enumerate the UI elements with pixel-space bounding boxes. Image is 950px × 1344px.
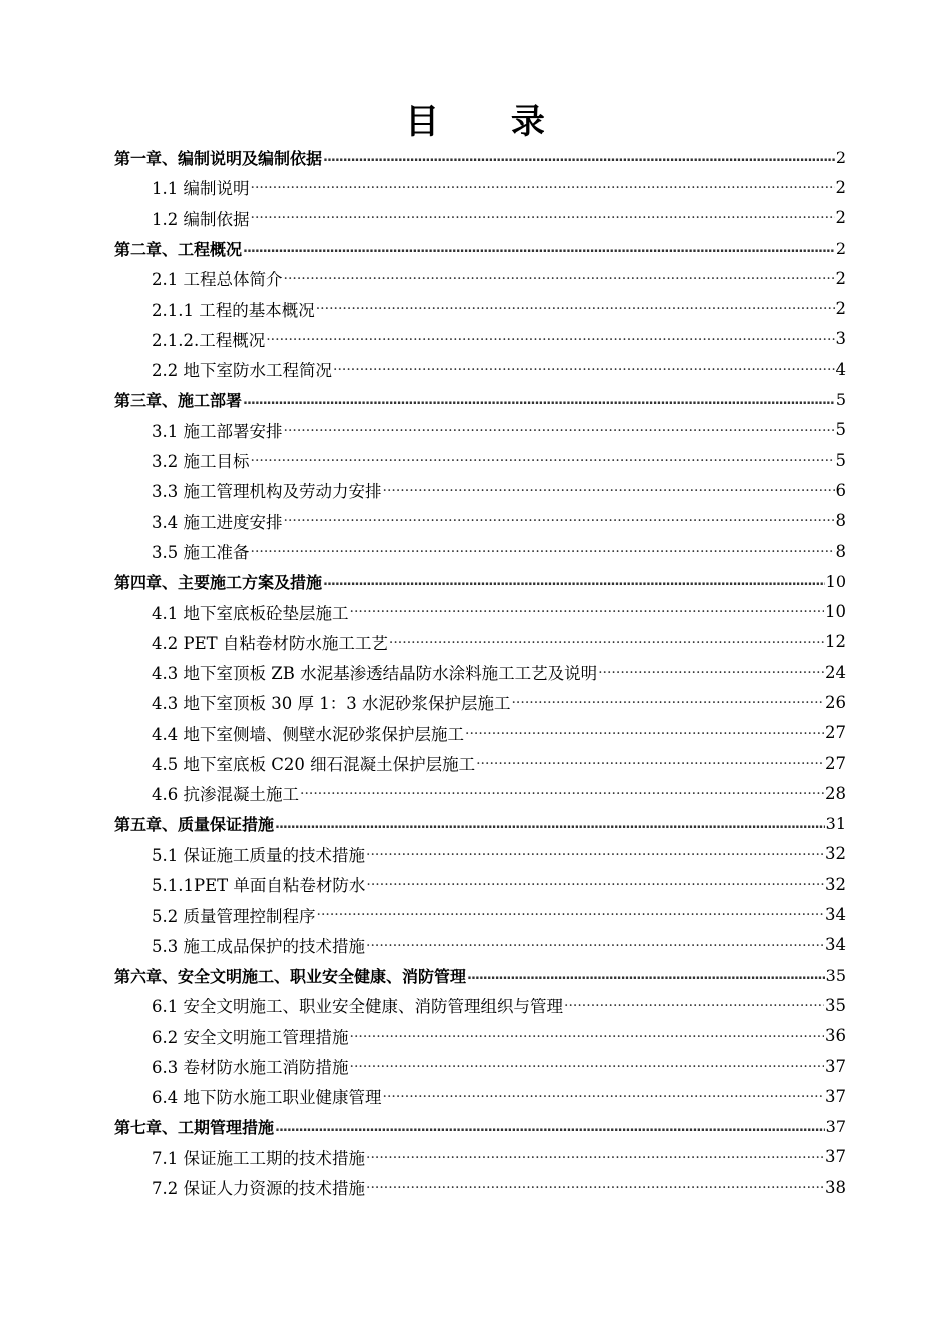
toc-page-number: 37 <box>825 1056 846 1076</box>
toc-dot-leader <box>284 424 835 441</box>
toc-dot-leader <box>323 575 825 591</box>
toc-chapter-entry[interactable] <box>114 384 846 414</box>
toc-entry-label: 3.5 施工准备 <box>152 543 250 562</box>
toc-dot-leader <box>383 1090 825 1107</box>
toc-section-entry[interactable] <box>152 1051 846 1081</box>
toc-section-entry[interactable] <box>152 415 846 445</box>
toc-dot-leader <box>323 151 835 167</box>
toc-entry-label: 第二章、工程概况 <box>114 239 243 259</box>
toc-section-entry[interactable] <box>152 506 846 536</box>
toc-entry-label: 2.1.1 工程的基本概况 <box>152 300 315 320</box>
toc-entry-label: 第六章、安全文明施工、职业安全健康、消防管理 <box>114 966 467 986</box>
toc-dot-leader <box>366 848 824 865</box>
toc-dot-leader <box>564 999 824 1016</box>
toc-dot-leader <box>350 605 825 622</box>
toc-list <box>0 142 950 1202</box>
toc-page-number: 32 <box>825 874 846 894</box>
toc-page-number: 35 <box>825 995 846 1015</box>
toc-section-entry[interactable] <box>152 1081 846 1111</box>
toc-entry-label: 6.3 卷材防水施工消防措施 <box>152 1058 349 1078</box>
toc-page-number: 27 <box>825 723 846 743</box>
toc-page-number: 35 <box>825 965 846 985</box>
toc-dot-leader <box>333 363 835 380</box>
toc-chapter-entry[interactable] <box>114 142 846 172</box>
toc-dot-leader <box>243 242 835 258</box>
toc-section-entry[interactable] <box>152 354 846 384</box>
toc-dot-leader <box>389 636 824 653</box>
toc-page-number: 4 <box>835 359 846 379</box>
toc-entry-label: 2.1 工程总体简介 <box>152 270 283 290</box>
toc-dot-leader <box>467 969 825 985</box>
toc-page-number: 37 <box>825 1147 846 1167</box>
toc-dot-leader <box>366 878 824 895</box>
toc-dot-leader <box>266 333 834 350</box>
toc-page-number: 6 <box>835 480 846 500</box>
toc-entry-label: 3.1 施工部署安排 <box>152 421 283 441</box>
toc-page-number: 5 <box>835 450 846 470</box>
toc-section-entry[interactable] <box>152 324 846 354</box>
toc-dot-leader <box>251 181 835 198</box>
toc-dot-leader <box>243 394 835 410</box>
toc-section-entry[interactable] <box>152 718 846 748</box>
toc-dot-leader <box>383 484 835 501</box>
toc-entry-label: 4.1 地下室底板砼垫层施工 <box>152 603 349 623</box>
toc-page-number: 2 <box>835 299 846 319</box>
toc-title: 目 录 <box>405 102 575 142</box>
toc-dot-leader <box>284 514 835 531</box>
toc-entry-label: 4.4 地下室侧墙、侧壁水泥砂浆保护层施工 <box>152 724 464 744</box>
toc-section-entry[interactable] <box>152 293 846 323</box>
toc-chapter-entry[interactable] <box>114 960 846 990</box>
toc-page-number: 2 <box>835 147 846 167</box>
toc-section-entry[interactable] <box>152 899 846 929</box>
toc-entry-label: 3.3 施工管理机构及劳动力安排 <box>152 482 382 502</box>
toc-section-entry[interactable] <box>152 1172 846 1202</box>
toc-page-number: 10 <box>825 571 846 591</box>
toc-dot-leader <box>350 1030 825 1047</box>
toc-page-number: 8 <box>835 511 846 531</box>
toc-dot-leader <box>598 666 824 683</box>
toc-entry-label: 1.1 编制说明 <box>152 179 250 199</box>
toc-page-number: 26 <box>825 692 846 712</box>
toc-page-number: 28 <box>825 783 846 803</box>
toc-section-entry[interactable] <box>152 930 846 960</box>
toc-page-number: 5 <box>835 420 846 440</box>
toc-entry-label: 第五章、质量保证措施 <box>114 815 275 835</box>
toc-page-number: 36 <box>825 1026 846 1046</box>
toc-entry-label: 4.3 地下室顶板 30 厚 1：3 水泥砂浆保护层施工 <box>152 694 511 714</box>
toc-section-entry[interactable] <box>152 536 846 566</box>
toc-section-entry[interactable] <box>152 475 846 505</box>
toc-section-entry[interactable] <box>152 687 846 717</box>
toc-entry-label: 5.1 保证施工质量的技术措施 <box>152 845 365 865</box>
toc-section-entry[interactable] <box>152 869 846 899</box>
toc-page-number: 34 <box>825 935 846 955</box>
toc-page-number: 37 <box>825 1117 846 1137</box>
toc-entry-label: 5.3 施工成品保护的技术措施 <box>152 936 365 956</box>
toc-entry-label: 4.5 地下室底板 C20 细石混凝土保护层施工 <box>152 755 476 775</box>
toc-section-entry[interactable] <box>152 445 846 475</box>
toc-chapter-entry[interactable] <box>114 233 846 263</box>
toc-entry-label: 4.6 抗渗混凝土施工 <box>152 785 299 805</box>
toc-dot-leader <box>476 757 824 774</box>
toc-dot-leader <box>275 818 825 834</box>
toc-entry-label: 1.2 编制依据 <box>152 209 250 229</box>
toc-entry-label: 3.2 施工目标 <box>152 452 250 472</box>
toc-page-number: 37 <box>825 1086 846 1106</box>
toc-page-number: 32 <box>825 844 846 864</box>
toc-section-entry[interactable] <box>152 839 846 869</box>
toc-dot-leader <box>366 1181 824 1198</box>
toc-page-number: 12 <box>825 632 846 652</box>
toc-dot-leader <box>465 727 824 744</box>
toc-dot-leader <box>511 696 824 713</box>
toc-section-entry[interactable] <box>152 172 846 202</box>
toc-dot-leader <box>317 908 825 925</box>
toc-section-entry[interactable] <box>152 1021 846 1051</box>
toc-chapter-entry[interactable] <box>114 1112 846 1142</box>
toc-entry-label: 7.1 保证施工工期的技术措施 <box>152 1148 365 1168</box>
toc-section-entry[interactable] <box>152 203 846 233</box>
toc-dot-leader <box>251 211 835 228</box>
toc-dot-leader <box>300 787 824 804</box>
toc-page-number: 2 <box>835 238 846 258</box>
toc-entry-label: 3.4 施工进度安排 <box>152 512 283 532</box>
toc-entry-label: 第三章、施工部署 <box>114 391 243 411</box>
toc-dot-leader <box>251 545 835 562</box>
toc-page-number: 8 <box>835 541 846 561</box>
toc-section-entry[interactable] <box>152 657 846 687</box>
toc-section-entry[interactable] <box>152 778 846 808</box>
toc-entry-label: 6.1 安全文明施工、职业安全健康、消防管理组织与管理 <box>152 997 563 1017</box>
toc-dot-leader <box>275 1121 825 1137</box>
toc-entry-label: 4.3 地下室顶板 ZB 水泥基渗透结晶防水涂料施工工艺及说明 <box>152 664 598 684</box>
toc-page-number: 10 <box>825 602 846 622</box>
toc-dot-leader <box>316 302 835 319</box>
toc-dot-leader <box>284 272 835 289</box>
toc-entry-label: 2.1.2.工程概况 <box>152 330 266 350</box>
toc-chapter-entry[interactable] <box>114 566 846 596</box>
toc-page-number: 38 <box>825 1177 846 1197</box>
toc-page-number: 34 <box>825 905 846 925</box>
toc-section-entry[interactable] <box>152 1142 846 1172</box>
toc-entry-label: 第四章、主要施工方案及措施 <box>114 572 323 592</box>
toc-dot-leader <box>350 1060 825 1077</box>
toc-section-entry[interactable] <box>152 263 846 293</box>
toc-section-entry[interactable] <box>152 990 846 1020</box>
toc-chapter-entry[interactable] <box>114 809 846 839</box>
toc-dot-leader <box>366 939 824 956</box>
toc-page-number: 3 <box>835 329 846 349</box>
toc-entry-label: 5.1.1PET 单面自粘卷材防水 <box>152 876 366 896</box>
toc-dot-leader <box>366 1151 824 1168</box>
toc-entry-label: 2.2 地下室防水工程简况 <box>152 361 332 381</box>
toc-section-entry[interactable] <box>152 596 846 626</box>
toc-section-entry[interactable] <box>152 748 846 778</box>
toc-entry-label: 第七章、工期管理措施 <box>114 1118 275 1138</box>
toc-page-number: 27 <box>825 753 846 773</box>
toc-dot-leader <box>251 454 835 471</box>
toc-entry-label: 第一章、编制说明及编制依据 <box>114 148 323 168</box>
toc-entry-label: 6.2 安全文明施工管理措施 <box>152 1027 349 1047</box>
toc-page-number: 31 <box>825 814 846 834</box>
toc-page-number: 2 <box>835 268 846 288</box>
toc-section-entry[interactable] <box>152 627 846 657</box>
toc-entry-label: 7.2 保证人力资源的技术措施 <box>152 1179 365 1199</box>
toc-entry-label: 6.4 地下防水施工职业健康管理 <box>152 1088 382 1108</box>
toc-page-number: 2 <box>835 177 846 197</box>
toc-entry-label: 5.2 质量管理控制程序 <box>152 906 316 926</box>
toc-page-number: 2 <box>835 208 846 228</box>
toc-page-number: 24 <box>825 662 846 682</box>
toc-page-number: 5 <box>835 390 846 410</box>
toc-entry-label: 4.2 PET 自粘卷材防水施工工艺 <box>152 633 388 653</box>
